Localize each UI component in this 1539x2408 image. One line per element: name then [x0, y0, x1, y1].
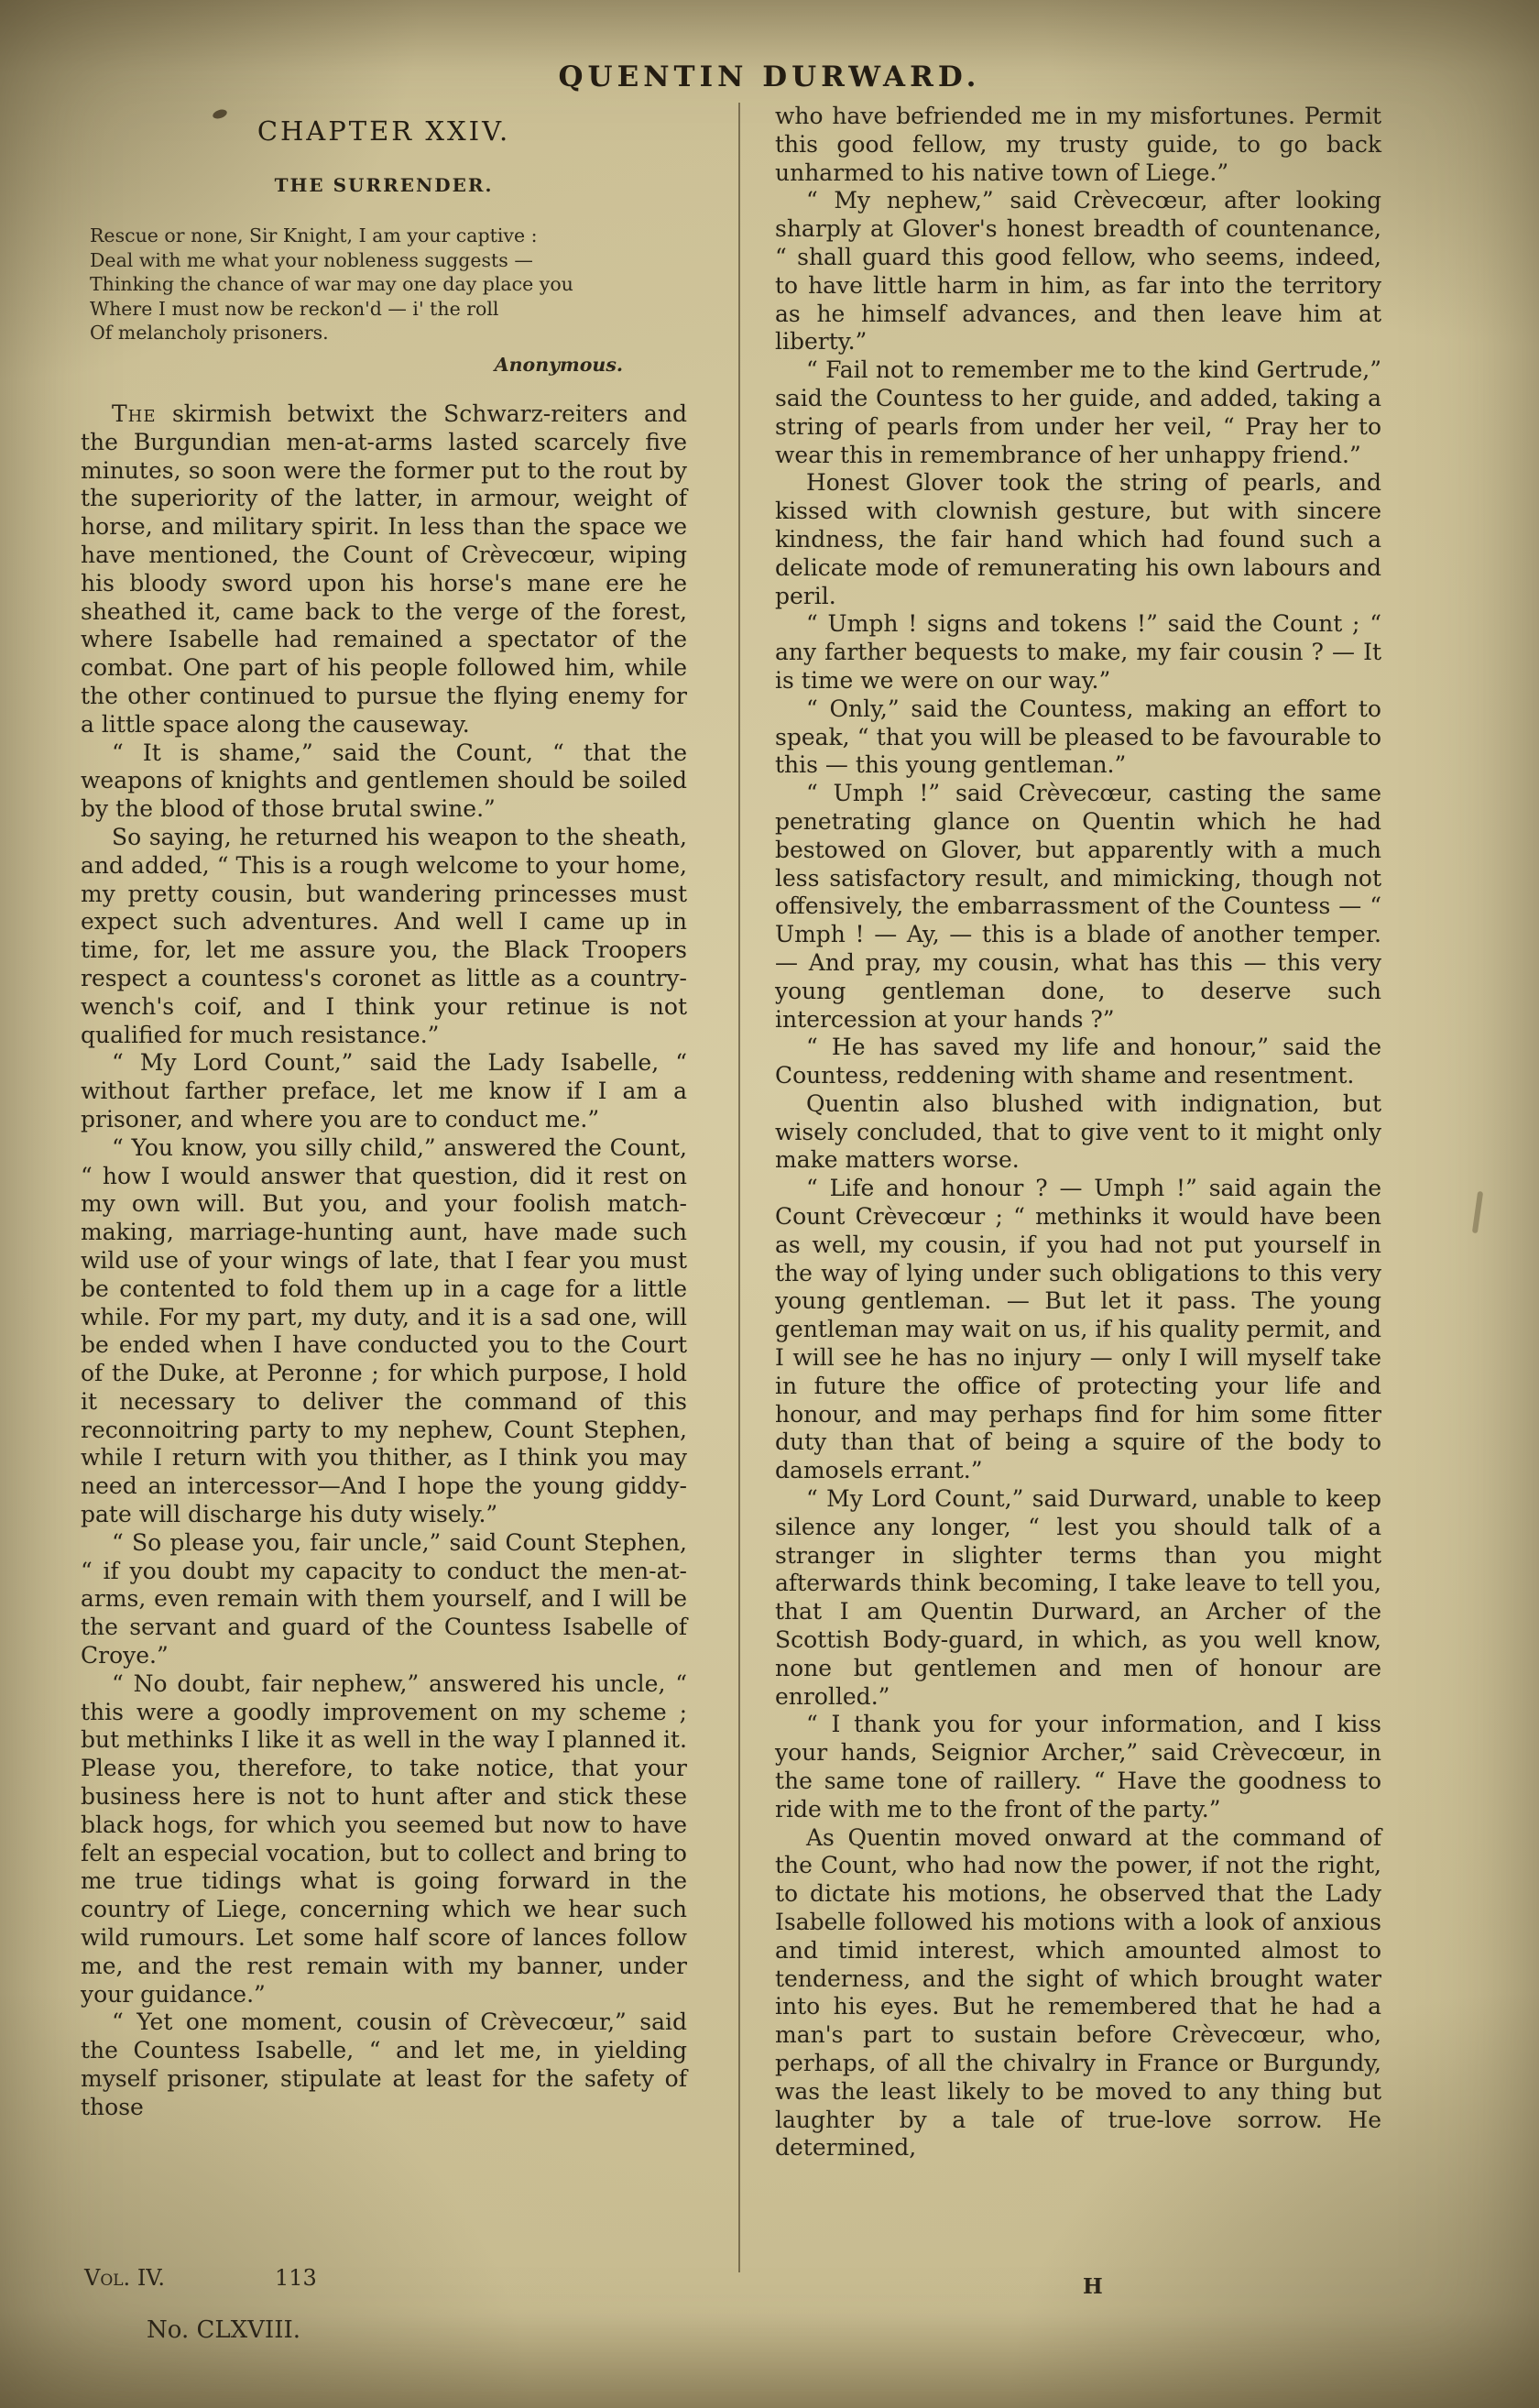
- epigraph-line: Rescue or none, Sir Knight, I am your captive :: [90, 224, 538, 246]
- footer-signature: H: [1083, 2274, 1103, 2299]
- paragraph: “ Umph ! signs and tokens !” said the Count ; “ any farther bequests to make, my fair cousin ? — It is time we were on our way.”: [775, 610, 1381, 694]
- paragraph: “ Fail not to remember me to the kind Gertrude,” said the Countess to her guide, and added, taking a string of pearls from under her veil, “ Pray her to wear this in remembrance of her unhappy friend.”: [775, 356, 1381, 468]
- paragraph: “ Yet one moment, cousin of Crèvecœur,” said the Countess Isabelle, “ and let me, in yielding myself prisoner, stipulate at least for the safety of those: [81, 2008, 687, 2120]
- paragraph: [81, 400, 687, 739]
- paragraph: “ Life and honour ? — Umph !” said again the Count Crèvecœur ; “ methinks it would have been as well, my cousin, if you had not put yourself in the way of lying under such obligations to this very young gentleman. — But let it pass. The young gentleman may wait on us, if his quality permit, and I will see he has no injury — only I will myself take in future the office of protecting your life and honour, and may perhaps find for him some fitter duty than that of being a squire of the body to damosels errant.”: [775, 1175, 1381, 1484]
- paragraph: “ My nephew,” said Crèvecœur, after looking sharply at Glover's honest breadth of countenance, “ shall guard this good fellow, who seems, indeed, to have little harm in him, as far into the territory as he himself advances, and then leave him at liberty.”: [775, 187, 1381, 356]
- column-divider: [738, 103, 740, 2272]
- paragraph: So saying, he returned his weapon to the sheath, and added, “ This is a rough welcome to your home, my pretty cousin, but wandering princesses must expect such adventures. And well I came up in time, for, let me assure you, the Black Troopers respect a countess's coronet as little as a country-wench's coif, and I think your retinue is not qualified for much resistance.”: [81, 823, 687, 1048]
- right-column: [775, 103, 1381, 2162]
- paragraph: “ He has saved my life and honour,” said the Countess, reddening with shame and resentment.: [775, 1034, 1381, 1089]
- epigraph-line: Deal with me what your nobleness suggests —: [90, 248, 533, 271]
- epigraph-line: Thinking the chance of war may one day place you: [90, 273, 573, 295]
- paragraph: “ You know, you silly child,” answered the Count, “ how I would answer that question, did it rest on my own will. But you, and your foolish match-making, marriage-hunting aunt, have made such wild use of your wings of late, that I fear you must be contented to fold them up in a cage for a little while. For my part, my duty, and it is a sad one, will be ended when I have conducted you to the Court of the Duke, at Peronne ; for which purpose, I hold it necessary to deliver the command of this reconnoitring party to my nephew, Count Stephen, while I return with you thither, as I think you may need an intercessor—And I hope the young giddy-pate will discharge his duty wisely.”: [81, 1133, 687, 1528]
- epigraph-line: Where I must now be reckon'd — i' the roll: [90, 297, 499, 320]
- epigraph-line: Of melancholy prisoners.: [90, 322, 329, 344]
- chapter-heading: CHAPTER XXIV.: [256, 115, 511, 147]
- chapter-subtitle: THE SURRENDER.: [274, 174, 494, 196]
- footer-issue: No. CLXVIII.: [147, 2316, 300, 2344]
- right-body: [775, 103, 1381, 2162]
- paragraph: “ No doubt, fair nephew,” answered his uncle, “ this were a goodly improvement on my scheme ; but methinks I like it as well in the way I planned it. Please you, therefore, to take notice, that your business here is not to hunt after and stick these black hogs, for which you seemed but now to have felt an especial vocation, but to collect and bring to me true tidings what is going forward in the country of Liege, concerning which we hear such wild rumours. Let some half score of lances follow me, and the rest remain with my banner, under your guidance.”: [81, 1669, 687, 2008]
- paragraph: “ It is shame,” said the Count, “ that the weapons of knights and gentlemen should be soiled by the blood of those brutal swine.”: [81, 739, 687, 823]
- paragraph: Honest Glover took the string of pearls, and kissed with clownish gesture, but with sincere kindness, the fair hand which had found such a delicate mode of remunerating his own labours and peril.: [775, 469, 1381, 609]
- paragraph: Quentin also blushed with indignation, but wisely concluded, that to give vent to it might only make matters worse.: [775, 1089, 1381, 1174]
- footer-page-number: 113: [275, 2265, 317, 2291]
- running-head: QUENTIN DURWARD.: [558, 60, 981, 93]
- epigraph-attribution: Anonymous.: [494, 353, 623, 376]
- paragraph: who have befriended me in my misfortunes. Permit this good fellow, my trusty guide, to go back unharmed to his native town of Liege.”: [775, 103, 1381, 186]
- paragraph: “ Only,” said the Countess, making an effort to speak, “ that you will be pleased to be favourable to this — this young gentleman.”: [775, 695, 1381, 779]
- paragraph: “ Umph !” said Crèvecœur, casting the same penetrating glance on Quentin which he had bestowed on Glover, but apparently with a much less satisfactory result, and mimicking, though not offensively, the embarrassment of the Countess — “ Umph ! — Ay, — this is a blade of another temper. — And pray, my cousin, what has this — this very young gentleman done, to deserve such intercession at your hands ?”: [775, 780, 1381, 1033]
- paragraph: “ My Lord Count,” said Durward, unable to keep silence any longer, “ lest you should talk of a stranger in slighter terms than you might afterwards think becoming, I take leave to tell you, that I am Quentin Durward, an Archer of the Scottish Body-guard, in which, as you well know, none but gentlemen and men of honour are enrolled.”: [775, 1485, 1381, 1710]
- paragraph-text: skirmish betwixt the Schwarz-reiters and the Burgundian men-at-arms lasted scarcely five minutes, so soon were the former put to the rout by the superiority of the latter, in armour, weight of horse, and military spirit. In less than the space we have mentioned, the Count of Crèvecœur, wiping his bloody sword upon his horse's mane ere he sheathed it, came back to the verge of the forest, where Isabelle had remained a spectator of the combat. One part of his people followed him, while the other continued to pursue the flying enemy for a little space along the causeway.: [81, 400, 687, 738]
- left-body: [81, 400, 687, 2122]
- lead-word: The: [112, 400, 157, 427]
- margin-mark: [1472, 1191, 1483, 1233]
- paragraph: “ My Lord Count,” said the Lady Isabelle, “ without farther preface, let me know if I am a prisoner, and where you are to conduct me.”: [81, 1049, 687, 1133]
- paragraph: As Quentin moved onward at the command of the Count, who had now the power, if not the right, to dictate his motions, he observed that the Lady Isabelle followed his motions with a look of anxious and timid interest, which amounted almost to tenderness, and the sight of which brought water into his eyes. But he remembered that he had a man's part to sustain before Crèvecœur, who, perhaps, of all the chivalry in France or Burgundy, was the least likely to be moved to any thing but laughter by a tale of true-love sorrow. He determined,: [775, 1823, 1381, 2162]
- paragraph: “ So please you, fair uncle,” said Count Stephen, “ if you doubt my capacity to conduct the men-at-arms, even remain with them yourself, and I will be the servant and guard of the Countess Isabelle of Croye.”: [81, 1528, 687, 1669]
- epigraph: [90, 224, 687, 377]
- left-column: [81, 103, 687, 2122]
- footer-volume: Vol. IV.: [84, 2265, 166, 2291]
- paragraph: “ I thank you for your information, and I kiss your hands, Seignior Archer,” said Crèvecœur, in the same tone of raillery. “ Have the goodness to ride with me to the front of the party.”: [775, 1711, 1381, 1822]
